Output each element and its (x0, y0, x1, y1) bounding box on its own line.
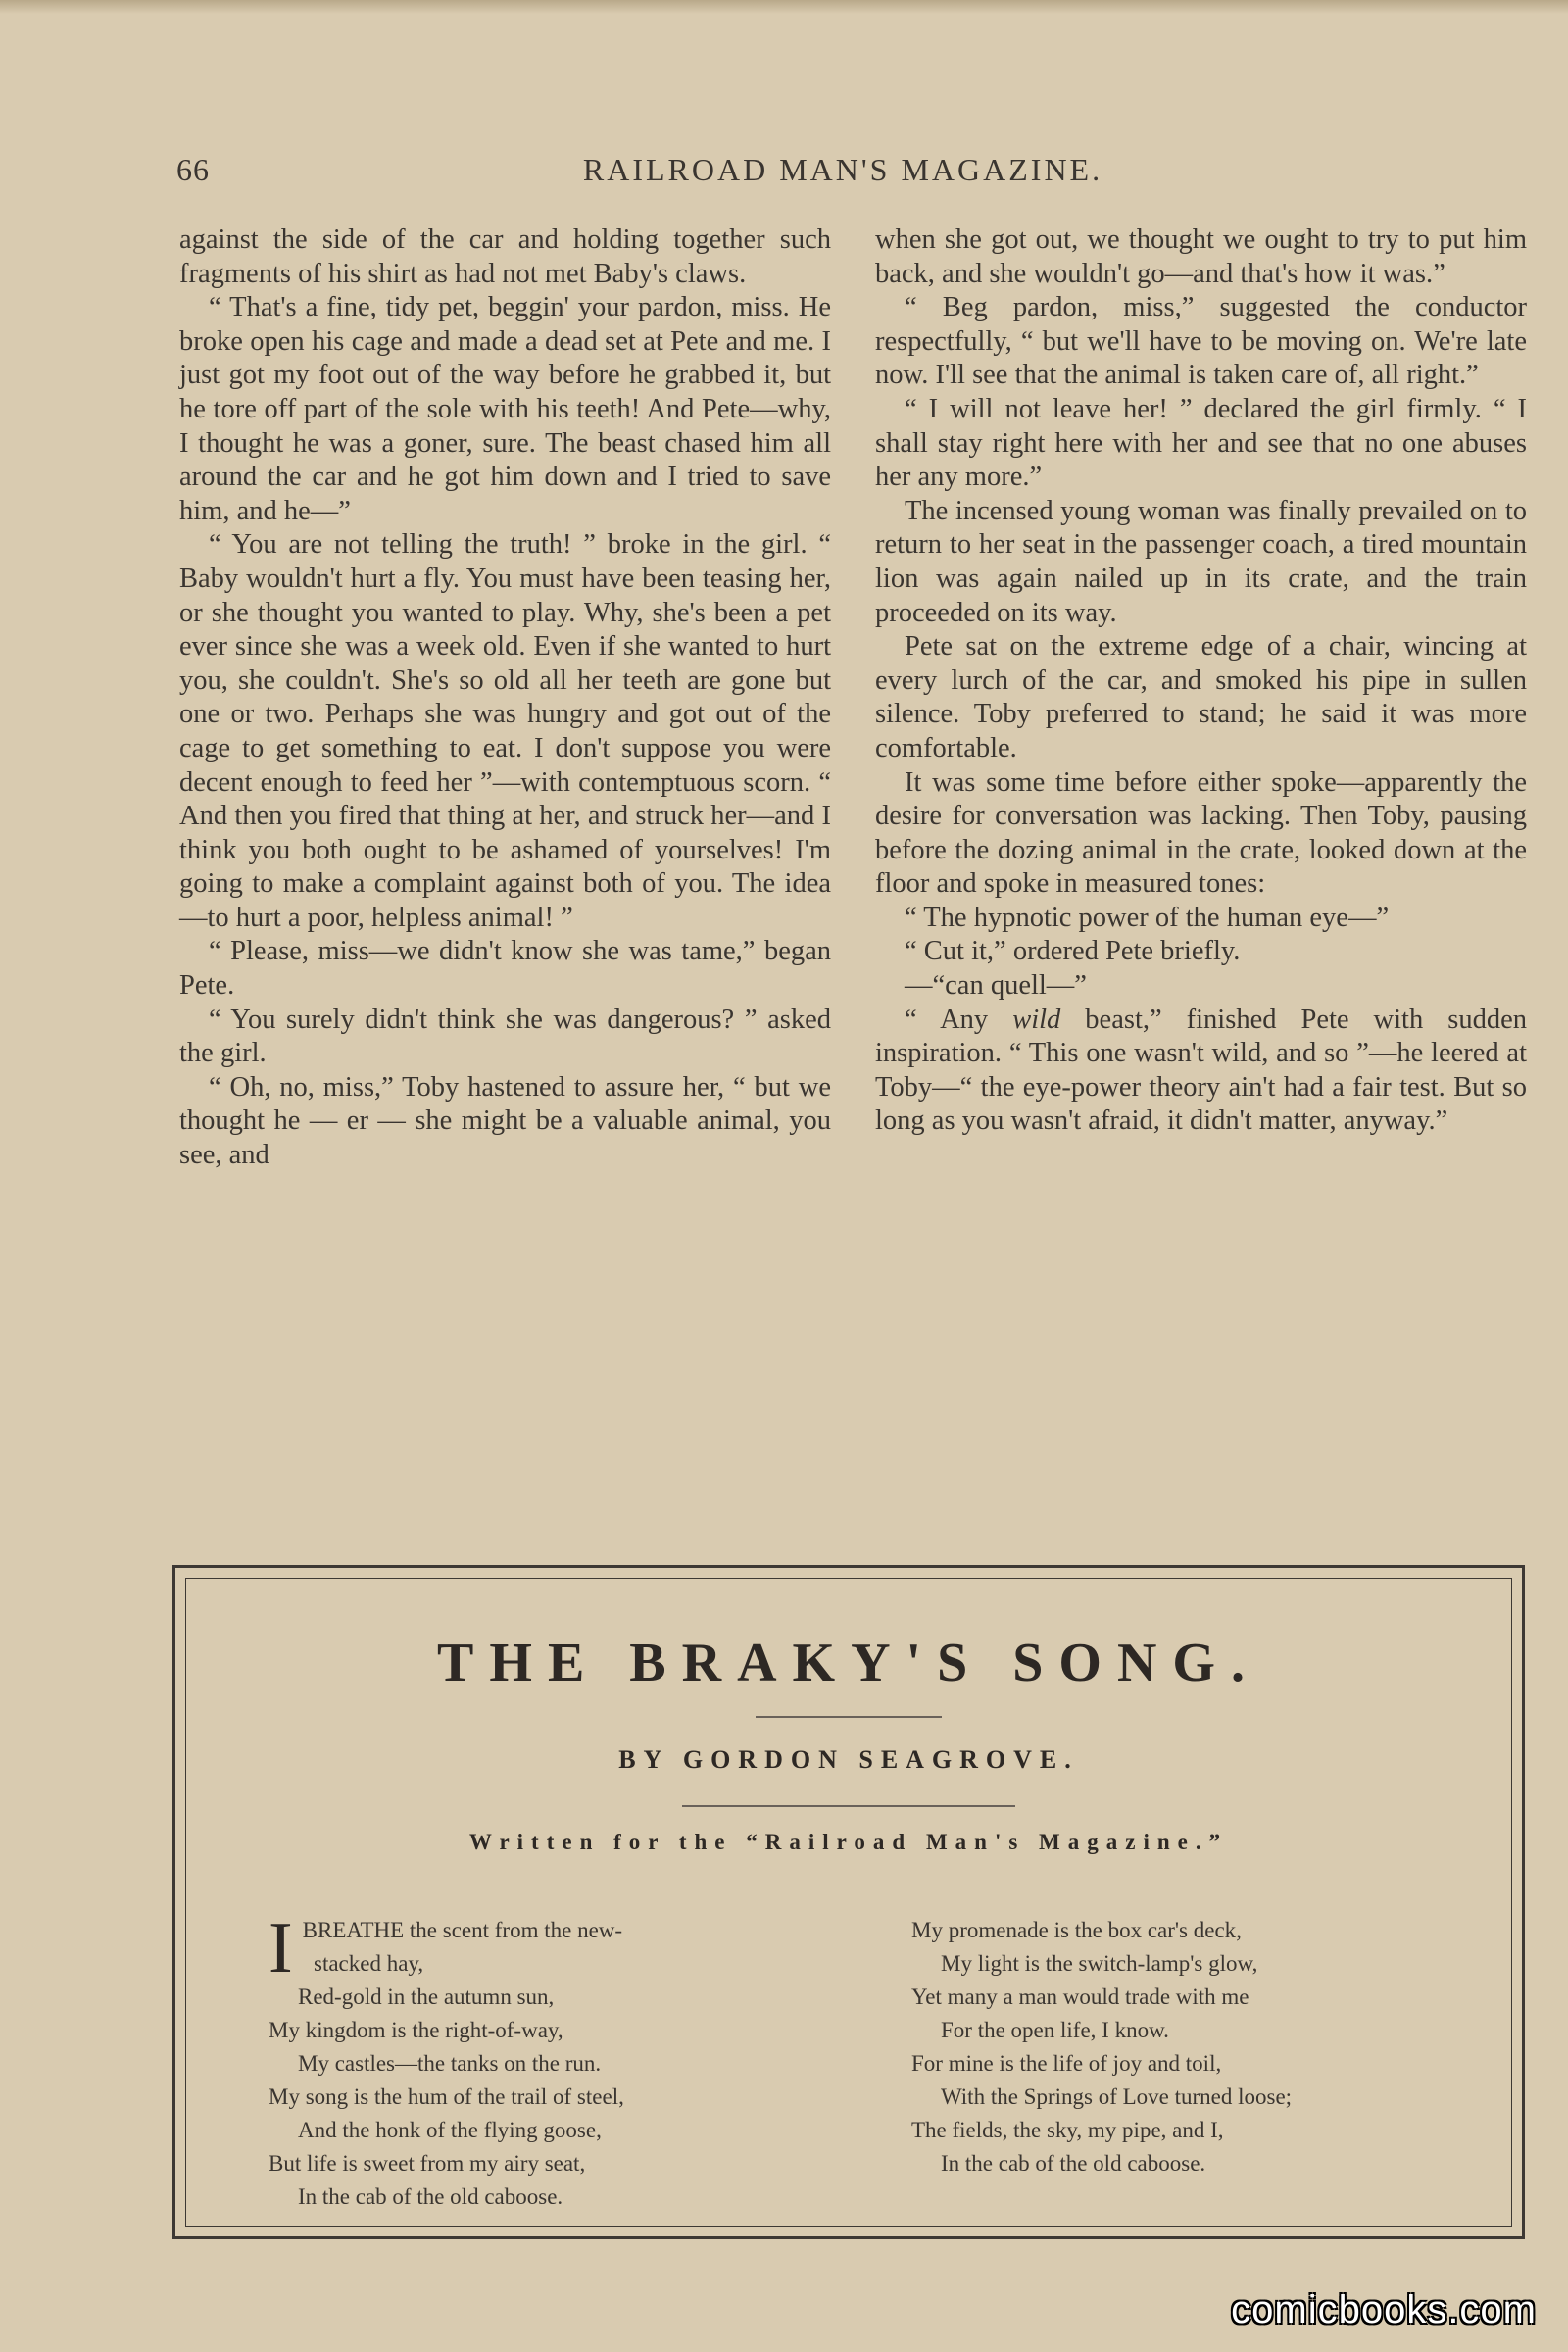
poem-line: My song is the hum of the trail of steel, (269, 2084, 624, 2109)
story-paragraph: when she got out, we thought we ought to try to put him back, and she wouldn't go—and that's how it was.” (875, 224, 1527, 289)
poem-line: My promenade is the box car's deck, (911, 1918, 1242, 1942)
title-rule (756, 1716, 942, 1718)
story-paragraph (875, 1004, 1527, 1139)
poem-written-for: Written for the “Railroad Man's Magazine.” (468, 1830, 1229, 1854)
poem-stanza-right (911, 1914, 1460, 2180)
story-paragraph: “ I will not leave her! ” declared the girl firmly. “ I shall stay right here with her and see that no one abuses her any more.” (875, 393, 1527, 493)
poem-line: And the honk of the flying goose, (298, 2118, 602, 2142)
poem-line: BREATHE the scent from the new- (302, 1918, 623, 1942)
byline-rule (682, 1805, 1015, 1807)
story-paragraph: “ Cut it,” ordered Pete briefly. (905, 936, 1241, 967)
magazine-title: RAILROAD MAN'S MAGAZINE. (582, 152, 1103, 187)
story-paragraph: The incensed young woman was finally prevailed on to return to her seat in the passenger coach, a tired mountain lion was again nailed up in its crate, and the train proceeded on its way. (875, 495, 1527, 628)
poem-line: Red-gold in the autumn sun, (298, 1984, 555, 2009)
story-paragraph: “ Beg pardon, miss,” suggested the conductor respectfully, “ but we'll have to be moving on. We're late now. I'll see that the animal is taken care of, all right.” (875, 292, 1527, 391)
poem-box-inner-border (185, 1578, 1512, 2227)
poem-line: stacked hay, (314, 1951, 424, 1976)
paragraph-text: “ Any (905, 1004, 1013, 1035)
paragraph-text: beast,” finished Pete with sudden inspiration. “ This one wasn't wild, and so ”—he leered at Toby—“ the eye-power theory ain't had a fair test. But so long as you wasn't afraid, it didn't matter, anyway.” (875, 1004, 1527, 1137)
poem-line: In the cab of the old caboose. (298, 2184, 564, 2209)
paragraph-emphasis: wild (1012, 1004, 1061, 1035)
poem-first-line (269, 1908, 817, 1988)
poem-stanza-left (269, 1908, 817, 2214)
poem-byline: BY GORDON SEAGROVE. (618, 1745, 1079, 1774)
story-paragraph: It was some time before either spoke—apparently the desire for conversation was lacking. Then Toby, pausing before the dozing animal in the crate, looked down at the floor and spoke in measured tones: (875, 766, 1527, 900)
story-column-right (875, 223, 1527, 1139)
poem-line: With the Springs of Love turned loose; (941, 2084, 1293, 2109)
story-paragraph: “ Please, miss—we didn't know she was tame,” began Pete. (179, 936, 831, 1002)
story-paragraph: —“can quell—” (905, 970, 1087, 1002)
poem-line: Yet many a man would trade with me (911, 1984, 1250, 2009)
story-paragraph: “ Oh, no, miss,” Toby hastened to assure her, “ but we thought he — er — she might be a valuable animal, you see, and (179, 1071, 831, 1171)
story-paragraph: “ You are not telling the truth! ” broke in the girl. “ Baby wouldn't hurt a fly. You must have been teasing her, or she thought you wanted to play. Why, she's been a pet ever since she was a week old. Even if she wanted to hurt you, she couldn't. She's so old all her teeth are gone but one or two. Perhaps she was hungry and got out of the cage to get something to eat. I don't suppose you were decent enough to feed her ”—with contemptuous scorn. “ And then you fired that thing at her, and struck her—and I think you both ought to be ashamed of yourselves! I'm going to make a complaint against both of you. The idea—to hurt a poor, helpless animal! ” (179, 529, 831, 933)
poem-title: THE BRAKY'S SONG. (437, 1633, 1260, 1693)
poem-line: For mine is the life of joy and toil, (911, 2051, 1222, 2076)
poem-line: For the open life, I know. (941, 2018, 1169, 2042)
page-number: 66 (176, 152, 210, 187)
story-paragraph: “ That's a fine, tidy pet, beggin' your pardon, miss. He broke open his cage and made a dead set at Pete and me. I just got my foot out of the way before he grabbed it, but he tore off part of the sole with his teeth! And Pete—why, I thought he was a goner, sure. The beast chased him all around the car and he got him down and I tried to save him, and he—” (179, 292, 831, 526)
running-head (176, 152, 1509, 191)
drop-cap: I (269, 1908, 293, 1988)
poem-line: But life is sweet from my airy seat, (269, 2151, 586, 2176)
page-edge (0, 0, 1568, 14)
poem-line: My kingdom is the right-of-way, (269, 2018, 564, 2042)
poem-line: My castles—the tanks on the run. (298, 2051, 602, 2076)
poem-line: My light is the switch-lamp's glow, (941, 1951, 1258, 1976)
poem-box (172, 1565, 1525, 2239)
watermark: comicbooks.com (1231, 2288, 1537, 2331)
story-column-left (179, 223, 831, 1173)
story-paragraph: “ You surely didn't think she was dangerous? ” asked the girl. (179, 1004, 831, 1069)
poem-line: The fields, the sky, my pipe, and I, (911, 2118, 1224, 2142)
story-paragraph: against the side of the car and holding together such fragments of his shirt as had not met Baby's claws. (179, 224, 831, 289)
poem-line: In the cab of the old caboose. (941, 2151, 1206, 2176)
story-paragraph: “ The hypnotic power of the human eye—” (905, 902, 1390, 933)
story-paragraph: Pete sat on the extreme edge of a chair, wincing at every lurch of the car, and smoked his pipe in sullen silence. Toby preferred to stand; he said it was more comfortable. (875, 631, 1527, 763)
